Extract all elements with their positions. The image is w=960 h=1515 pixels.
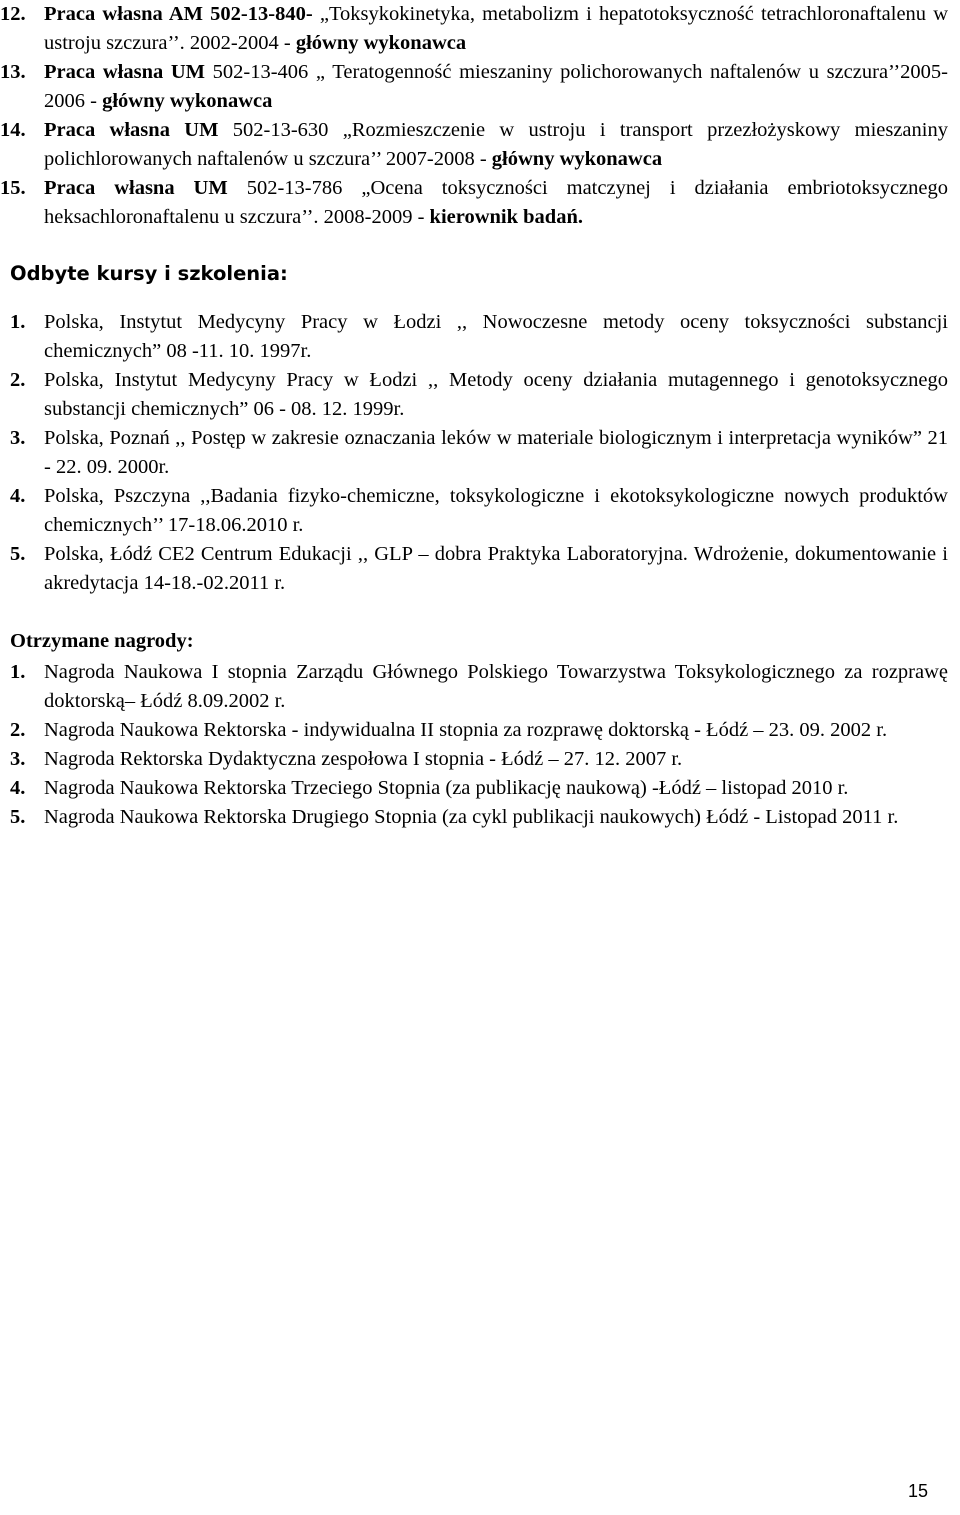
award-item bbox=[0, 658, 954, 716]
course-text: Polska, Poznań ,, Postęp w zakresie oznaczania leków w materiale biologicznym i interpretacja wyników” 21 - 22. 09. 2000r. bbox=[44, 427, 948, 478]
item-number: 2. bbox=[10, 719, 26, 741]
project-title: „Toksykokinetyka, metabolizm i hepatotoksyczność tetrachloronaftalenu w ustroju szczura’’. 2002-2004 - bbox=[44, 3, 949, 54]
item-number: 15. bbox=[0, 177, 26, 199]
item-number: 2. bbox=[10, 369, 26, 391]
award-item bbox=[0, 803, 954, 832]
award-text: Nagroda Naukowa Rektorska - indywidualna II stopnia za rozprawę doktorską - Łódź – 23. 09. 2002 r. bbox=[44, 719, 888, 741]
project-role: kierownik badań. bbox=[429, 206, 583, 228]
project-role: główny wykonawca bbox=[491, 148, 663, 170]
course-item bbox=[0, 308, 954, 366]
project-role: główny wykonawca bbox=[102, 90, 273, 112]
award-item bbox=[0, 745, 954, 774]
project-title: „Rozmieszczenie w ustroju i transport przezłożyskowy mieszaniny polichlorowanych naftalenów u szczura’’ 2007-2008 - bbox=[44, 119, 948, 170]
project-prefix: Praca własna UM bbox=[44, 177, 228, 199]
awards-list bbox=[0, 658, 954, 832]
item-number: 4. bbox=[10, 777, 26, 799]
award-text: Nagroda Naukowa Rektorska Drugiego Stopnia (za cykl publikacji naukowych) Łódź - Listopad 2011 r. bbox=[44, 806, 899, 828]
item-number: 13. bbox=[0, 61, 26, 83]
item-number: 14. bbox=[0, 119, 26, 141]
project-title: „ Teratogenność mieszaniny polichorowanych naftalenów u szczura’’2005-2006 - bbox=[44, 61, 949, 112]
award-item bbox=[0, 716, 954, 745]
course-item bbox=[0, 540, 954, 598]
course-item bbox=[0, 366, 954, 424]
project-title: „Ocena toksyczności matczynej i działania embriotoksycznego heksachloronaftalenu u szczura’’. 2008-2009 - bbox=[44, 177, 949, 228]
project-code: 502-13-630 bbox=[232, 119, 329, 141]
award-text: Nagroda Naukowa I stopnia Zarządu Głównego Polskiego Towarzystwa Toksykologicznego za rozprawę doktorską– Łódź 8.09.2002 r. bbox=[44, 661, 948, 712]
item-number: 4. bbox=[10, 485, 26, 507]
item-number: 3. bbox=[10, 427, 26, 449]
course-text: Polska, Instytut Medycyny Pracy w Łodzi ,, Metody oceny działania mutagennego i genotoksycznego substancji chemicznych” 06 - 08. 12. 1999r. bbox=[44, 369, 948, 420]
course-text: Polska, Łódź CE2 Centrum Edukacji ,, GLP – dobra Praktyka Laboratoryjna. Wdrożenie, dokumentowanie i akredytacja 14-18.-02.2011 r. bbox=[44, 543, 948, 594]
project-item-12 bbox=[0, 0, 954, 58]
project-prefix: Praca własna UM bbox=[44, 119, 219, 141]
course-item bbox=[0, 424, 954, 482]
courses-list bbox=[0, 308, 954, 598]
item-number: 12. bbox=[0, 3, 26, 25]
courses-heading: Odbyte kursy i szkolenia: bbox=[10, 262, 288, 285]
item-number: 3. bbox=[10, 748, 26, 770]
project-code: 502-13-840- bbox=[210, 3, 313, 25]
awards-heading: Otrzymane nagrody: bbox=[10, 630, 194, 652]
item-number: 5. bbox=[10, 806, 26, 828]
project-prefix: Praca własna UM bbox=[44, 61, 205, 83]
project-code: 502-13-786 bbox=[246, 177, 343, 199]
project-item-14 bbox=[0, 116, 954, 174]
project-role: główny wykonawca bbox=[295, 32, 467, 54]
page-number: 15 bbox=[907, 1481, 928, 1501]
project-prefix: Praca własna AM bbox=[44, 3, 203, 25]
project-item-15 bbox=[0, 174, 954, 232]
award-text: Nagroda Naukowa Rektorska Trzeciego Stopnia (za publikację naukową) -Łódź – listopad 2010 r. bbox=[44, 777, 849, 799]
course-text: Polska, Pszczyna ,,Badania fizyko-chemiczne, toksykologiczne i ekotoksykologiczne nowych produktów chemicznych’’ 17-18.06.2010 r. bbox=[44, 485, 948, 536]
item-number: 1. bbox=[10, 311, 26, 333]
item-number: 1. bbox=[10, 661, 26, 683]
course-text: Polska, Instytut Medycyny Pracy w Łodzi ,, Nowoczesne metody oceny toksyczności substancji chemicznych” 08 -11. 10. 1997r. bbox=[44, 311, 948, 362]
project-code: 502-13-406 bbox=[212, 61, 309, 83]
award-text: Nagroda Rektorska Dydaktyczna zespołowa I stopnia - Łódź – 27. 12. 2007 r. bbox=[44, 748, 683, 770]
projects-list bbox=[0, 0, 954, 232]
project-item-13 bbox=[0, 58, 954, 116]
item-number: 5. bbox=[10, 543, 26, 565]
award-item bbox=[0, 774, 954, 803]
course-item bbox=[0, 482, 954, 540]
